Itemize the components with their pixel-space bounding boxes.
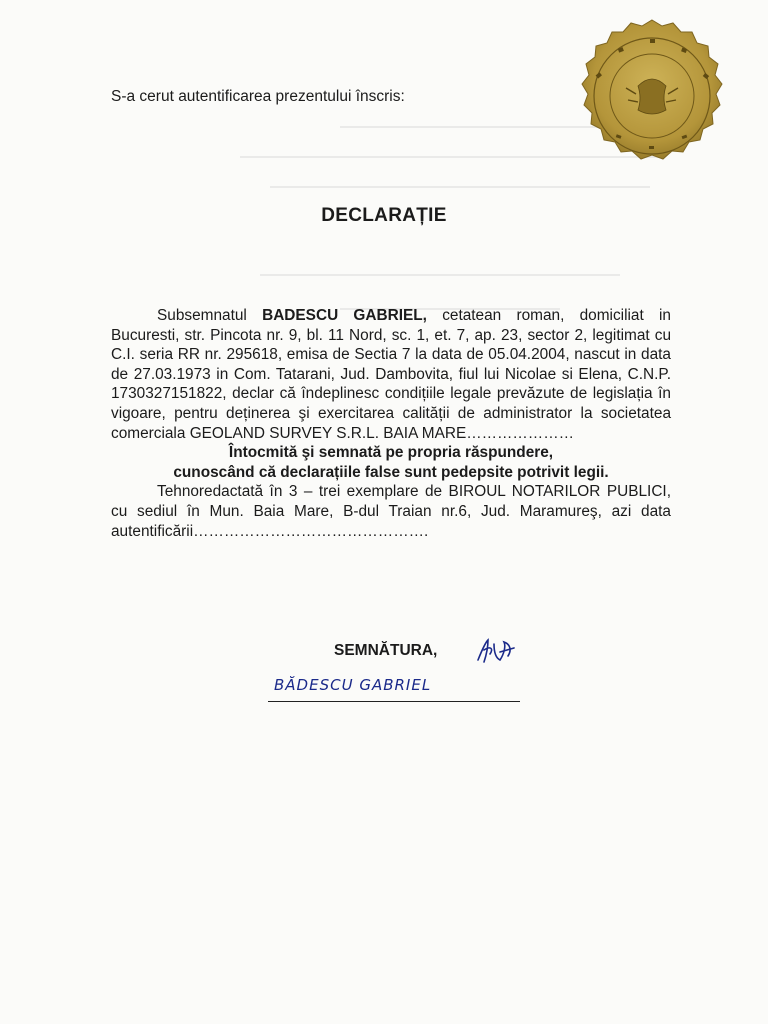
authentication-request-line: S-a cerut autentificarea prezentului înscris: <box>111 88 405 105</box>
notary-seal-icon <box>562 18 742 174</box>
penalty-line: cunoscând că declarațiile false sunt pedepsite potrivit legii. <box>173 463 609 481</box>
handwritten-name: BĂDESCU GABRIEL <box>268 676 520 702</box>
responsibility-line: Întocmită şi semnată pe propria răspundere, <box>228 444 554 462</box>
paragraph-rest: cetatean roman, domiciliat in Bucuresti, str. Pincota nr. 9, bl. 11 Nord, sc. 1, et. 7, ap. 23, sector 2, legitimat cu C.I. seria RR nr. 295618, emisa de Sectia 7 la data de 05.04.2004, nascut in data de 27.03.1973 in Com. Tatarani, Jud. Dambovita, fiul lui Nicolae si Elena, C.N.P. 1730327151822, declar că îndeplinesc condițiile legale prevăzute de legislația în vigoare, pentru deținerea şi exercitarea calității de administrator la societatea comerciala GEOLAND SURVEY S.R.L. BAIA MARE………………… <box>111 307 671 442</box>
declaration-paragraph <box>111 306 671 443</box>
handwritten-signature-icon <box>474 636 518 666</box>
document-title: DECLARAȚIE <box>321 205 447 226</box>
typesetting-paragraph: Tehnoredactată în 3 – trei exemplare de BIROUL NOTARILOR PUBLICI, cu sediul în Mun. Baia Mare, B-dul Traian nr.6, Jud. Maramureş, azi data autentificării………………………………………. <box>111 483 671 540</box>
signature-label: SEMNĂTURA, <box>334 642 438 659</box>
declarant-name: BADESCU GABRIEL, <box>262 307 427 324</box>
declaration-body <box>111 306 671 541</box>
paragraph-prefix: Subsemnatul <box>157 307 263 324</box>
